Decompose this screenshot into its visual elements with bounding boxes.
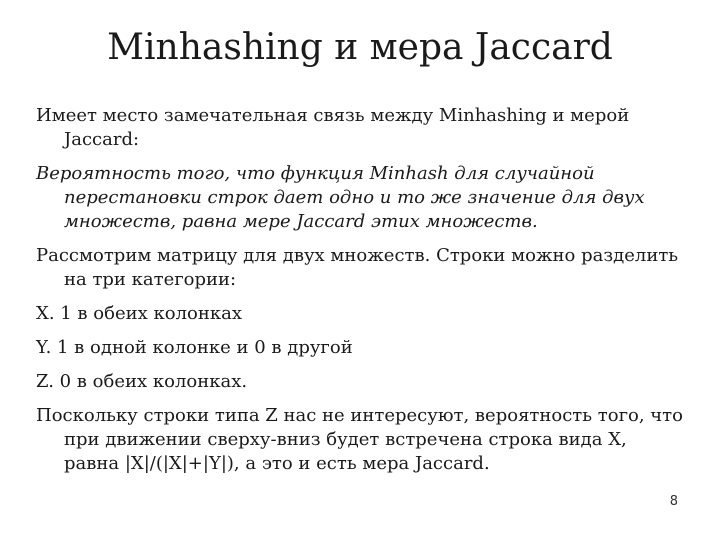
paragraph-matrix: Рассмотрим матрицу для двух множеств. Строки можно разделить на три категории: xyxy=(36,245,679,290)
paragraph-conclusion: Поскольку строки типа Z нас не интересуют, вероятность того, что при движении сверху-вниз будет встречена строка вида X, равна |X|/(|X|+|Y|), а это и есть мера Jaccard. xyxy=(36,405,683,474)
slide-title: Minhashing и мера Jaccard xyxy=(107,27,613,68)
page-number: 8 xyxy=(669,494,678,509)
category-x: X. 1 в обеих колонках xyxy=(36,303,242,324)
paragraph-theorem: Вероятность того, что функция Minhash для случайной перестановки строк дает одно и то же значение для двух множеств, равна мере Jaccard этих множеств. xyxy=(36,163,645,232)
slide-body xyxy=(36,104,686,486)
paragraph-intro: Имеет место замечательная связь между Minhashing и мерой Jaccard: xyxy=(36,105,630,150)
category-z: Z. 0 в обеих колонках. xyxy=(36,371,248,392)
category-y: Y. 1 в одной колонке и 0 в другой xyxy=(36,337,353,358)
